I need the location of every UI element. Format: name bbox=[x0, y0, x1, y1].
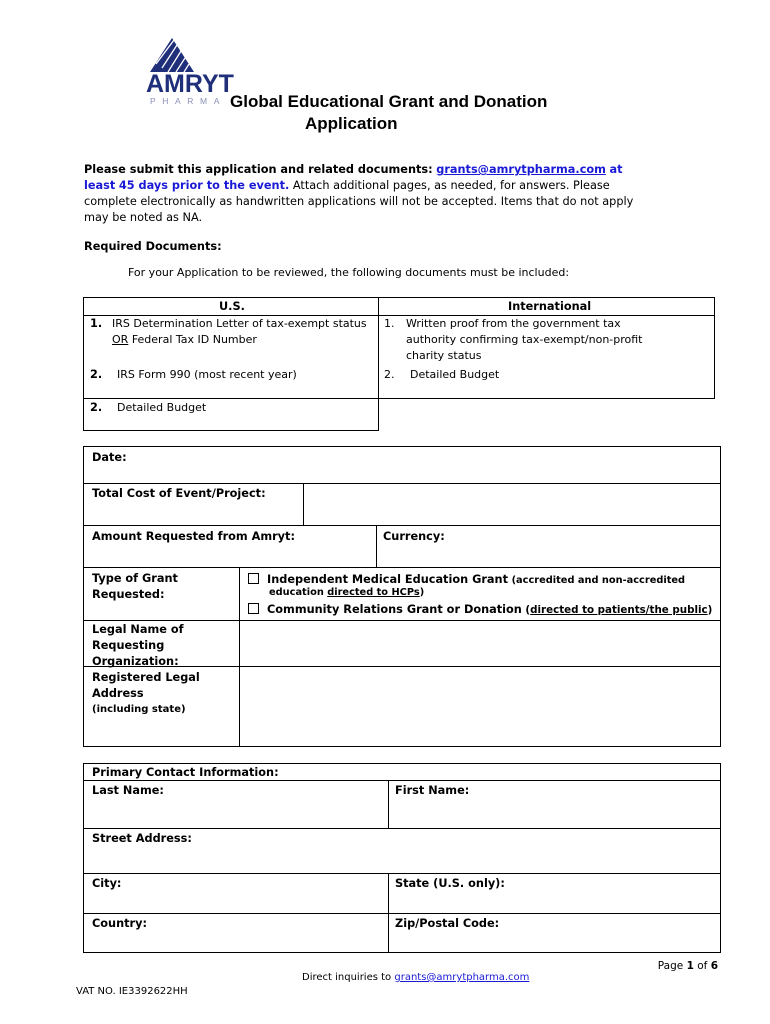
option-community-public: directed to patients/the public bbox=[530, 604, 708, 616]
vat-number: VAT NO. IE3392622HH bbox=[76, 986, 188, 997]
page-title: Global Educational Grant and Donation bbox=[230, 92, 548, 111]
intl-item-1-text: Written proof from the government tax bbox=[406, 317, 621, 330]
required-documents-heading: Required Documents: bbox=[84, 240, 222, 253]
zip-label: Zip/Postal Code: bbox=[395, 917, 500, 930]
option-community-grant[interactable] bbox=[248, 603, 712, 616]
type-of-grant-label: Type of Grant bbox=[92, 572, 178, 585]
intl-header-cell bbox=[378, 297, 715, 316]
us-item-2-text: IRS Form 990 (most recent year) bbox=[117, 368, 297, 381]
footer-inquiries bbox=[302, 972, 529, 983]
date-label: Date: bbox=[92, 451, 127, 464]
intl-item-1-text2: authority confirming tax-exempt/non-profit bbox=[406, 333, 643, 346]
amount-requested-label: Amount Requested from Amryt: bbox=[92, 530, 295, 543]
option-imed-paren: (accredited and non-accredited bbox=[511, 575, 686, 586]
intl-item-1-number: 1. bbox=[384, 317, 395, 330]
first-name-field[interactable] bbox=[388, 780, 721, 829]
us-item-2-cell bbox=[83, 365, 379, 398]
grant-type-options bbox=[239, 567, 721, 621]
logo-subtitle: PHARMA bbox=[150, 96, 226, 106]
country-label: Country: bbox=[92, 917, 147, 930]
option-community-label: Community Relations Grant or Donation bbox=[267, 603, 522, 616]
page-label: Page bbox=[657, 960, 684, 972]
page-total: 6 bbox=[710, 960, 718, 972]
intro-paragraph bbox=[84, 162, 654, 226]
intro-lead: Please submit this application and related documents: bbox=[84, 163, 433, 176]
intro-email-link[interactable]: grants@amrytpharma.com bbox=[436, 163, 606, 176]
option-imed-line2 bbox=[269, 587, 424, 598]
us-item-1-text2: Federal Tax ID Number bbox=[131, 333, 257, 346]
logo-wordmark: AMRYT bbox=[146, 70, 234, 98]
state-label: State (U.S. only): bbox=[395, 877, 505, 890]
total-cost-label: Total Cost of Event/Project: bbox=[92, 487, 266, 500]
option-imed-close: ) bbox=[419, 587, 425, 598]
page-number bbox=[658, 960, 718, 972]
intro-instructions: Attach additional pages, as needed, for answers. Please complete electronically as handwritten applications will not be accepted. Items that do not apply may be noted as NA. bbox=[84, 179, 634, 224]
intro-at-least: at least bbox=[84, 163, 623, 192]
intl-item-1-text3: charity status bbox=[406, 349, 482, 362]
us-item-3-text: Detailed Budget bbox=[117, 401, 207, 414]
last-name-label: Last Name: bbox=[92, 784, 164, 797]
option-imed-line2-text: education bbox=[269, 587, 324, 598]
legal-name-label-cell bbox=[83, 620, 240, 667]
page-of: of bbox=[697, 960, 708, 972]
intl-item-1-cell bbox=[378, 315, 715, 366]
legal-address-label-cell bbox=[83, 666, 240, 747]
state-field[interactable] bbox=[388, 873, 721, 914]
intl-item-2-number: 2. bbox=[384, 368, 395, 381]
legal-address-input[interactable] bbox=[239, 666, 721, 747]
us-header: U.S. bbox=[219, 300, 245, 313]
community-checkbox-icon[interactable] bbox=[248, 603, 259, 614]
date-field[interactable] bbox=[83, 446, 721, 484]
us-item-1-or: OR bbox=[112, 333, 129, 346]
us-item-3-number: 2. bbox=[90, 401, 103, 414]
page-current: 1 bbox=[686, 960, 694, 972]
us-item-3-cell bbox=[83, 398, 379, 431]
us-item-1-cell bbox=[83, 315, 379, 366]
country-field[interactable] bbox=[83, 913, 389, 953]
city-field[interactable] bbox=[83, 873, 389, 914]
legal-address-label: Registered Legal bbox=[92, 671, 200, 684]
city-label: City: bbox=[92, 877, 122, 890]
legal-name-input[interactable] bbox=[239, 620, 721, 667]
legal-address-note: (including state) bbox=[92, 704, 186, 715]
currency-field[interactable] bbox=[376, 525, 721, 568]
footer-email-link[interactable]: grants@amrytpharma.com bbox=[394, 972, 530, 983]
intro-deadline: 45 days prior to the event. bbox=[118, 179, 290, 192]
total-cost-input[interactable] bbox=[303, 483, 721, 526]
intl-header: International bbox=[508, 300, 592, 313]
page-title-line2: Application bbox=[305, 114, 398, 133]
type-of-grant-label-2: Requested: bbox=[92, 588, 165, 601]
first-name-label: First Name: bbox=[395, 784, 470, 797]
us-item-1-number: 1. bbox=[90, 317, 103, 330]
us-item-1-text: IRS Determination Letter of tax-exempt status bbox=[112, 317, 367, 330]
zip-field[interactable] bbox=[388, 913, 721, 953]
legal-name-label: Legal Name of bbox=[92, 623, 184, 636]
contact-heading: Primary Contact Information: bbox=[92, 766, 279, 779]
street-address-label: Street Address: bbox=[92, 832, 192, 845]
us-header-cell bbox=[83, 297, 379, 316]
option-imed-grant[interactable] bbox=[248, 573, 685, 586]
footer-inquiries-text: Direct inquiries to bbox=[302, 972, 392, 983]
type-of-grant-label-cell bbox=[83, 567, 240, 621]
us-item-2-number: 2. bbox=[90, 368, 103, 381]
option-imed-hcps: directed to HCPs bbox=[327, 587, 420, 598]
contact-heading-cell bbox=[83, 763, 721, 781]
option-community-close: ) bbox=[707, 604, 713, 616]
total-cost-label-cell bbox=[83, 483, 304, 526]
legal-name-label-2: Requesting bbox=[92, 639, 165, 652]
imed-checkbox-icon[interactable] bbox=[248, 573, 259, 584]
last-name-field[interactable] bbox=[83, 780, 389, 829]
intl-item-2-cell bbox=[378, 365, 715, 399]
currency-label: Currency: bbox=[383, 530, 445, 543]
street-address-field[interactable] bbox=[83, 828, 721, 874]
legal-address-label-2: Address bbox=[92, 687, 144, 700]
option-imed-label: Independent Medical Education Grant bbox=[267, 573, 508, 586]
amount-requested-field[interactable] bbox=[83, 525, 377, 568]
required-documents-subheading: For your Application to be reviewed, the following documents must be included: bbox=[128, 266, 570, 279]
intl-item-2-text: Detailed Budget bbox=[410, 368, 500, 381]
legal-name-label-3: Organization: bbox=[92, 655, 179, 668]
option-community-open: ( bbox=[525, 604, 531, 616]
amryt-logo-mark-icon bbox=[150, 38, 194, 72]
